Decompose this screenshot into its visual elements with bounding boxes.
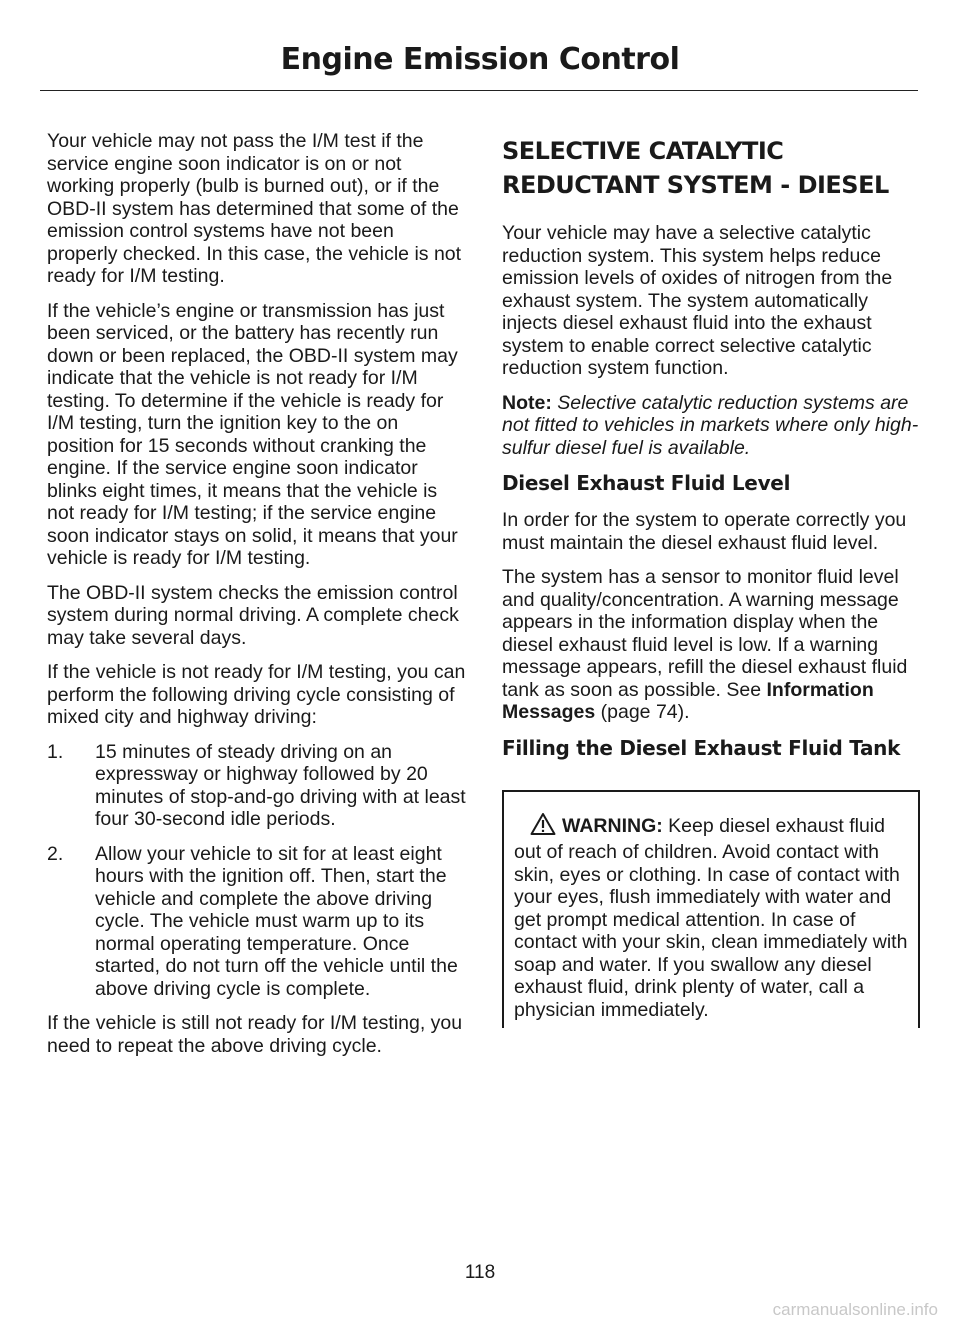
note-text: Selective catalytic reduction systems are not fitted to vehicles in markets where only high-sulfur diesel fuel is available.	[502, 391, 919, 459]
list-text: Allow your vehicle to sit for at least eight hours with the ignition off. Then, start the vehicle and complete the above driving cycle. The vehicle must warm up to its normal operating temperature. Once started, do not turn off the vehicle until the above driving cycle is complete.	[95, 842, 458, 1000]
note	[502, 392, 920, 460]
text: (page 74).	[595, 701, 690, 723]
list-number: 2.	[47, 842, 64, 865]
list-item	[47, 741, 467, 831]
subheading-filling-tank: Filling the Diesel Exhaust Fluid Tank	[502, 735, 901, 760]
list-number: 1.	[47, 740, 64, 763]
paragraph: The OBD-II system checks the emission control system during normal driving. A complete check may take several days.	[47, 581, 459, 649]
page-number: 118	[464, 1262, 496, 1283]
list-item	[47, 843, 467, 1001]
warning-triangle-icon	[530, 812, 556, 842]
cross-reference-link[interactable]: Information Messages	[502, 678, 874, 723]
paragraph: If the vehicle’s engine or transmission has just been serviced, or the battery has recently run down or been replaced, the OBD-II system may indicate that the vehicle is not ready for I/M testing. To determine if the vehicle is ready for I/M testing, turn the ignition key to the on position for 15 seconds without cranking the engine. If the service engine soon indicator blinks eight times, it means that the vehicle is not ready for I/M testing; if the service engine soon indicator stays on solid, it means that your vehicle is ready for I/M testing.	[47, 299, 458, 569]
driving-cycle-list	[47, 741, 467, 1001]
paragraph: If the vehicle is not ready for I/M testing, you can perform the following driving cycle consisting of mixed city and highway driving:	[47, 661, 466, 728]
page-title: Engine Emission Control	[280, 42, 680, 77]
paragraph: Your vehicle may have a selective catalytic reduction system. This system helps reduce emission levels of oxides of nitrogen from the exhaust system. The system automatically injects diesel exhaust fluid into the exhaust system to enable correct selective catalytic reduction system function.	[502, 222, 893, 379]
warning-label: WARNING:	[562, 814, 663, 837]
text: The system has a sensor to monitor fluid level and quality/concentration. A warning message appears in the information display when the diesel exhaust fluid level is low. If a warning message appears, refill the diesel exhaust fluid tank as soon as possible. See	[502, 566, 908, 701]
paragraph: If the vehicle is still not ready for I/M testing, you need to repeat the above driving cycle.	[47, 1012, 463, 1057]
left-column	[47, 130, 467, 1069]
paragraph: Your vehicle may not pass the I/M test if the service engine soon indicator is on or not working properly (bulb is burned out), or if the OBD-II system has determined that some of the emission control systems have not been properly checked. In this case, the vehicle is not ready for I/M testing.	[47, 130, 462, 287]
right-column	[502, 130, 920, 1028]
watermark: carmanualsonline.info	[772, 1300, 938, 1319]
note-label: Note:	[502, 391, 552, 414]
subheading-fluid-level: Diesel Exhaust Fluid Level	[502, 471, 791, 495]
paragraph	[502, 566, 920, 724]
header-divider	[40, 90, 918, 91]
section-heading	[502, 134, 920, 202]
list-text: 15 minutes of steady driving on an expressway or highway followed by 20 minutes of stop-and-go driving with at least four 30-second idle periods.	[95, 740, 466, 830]
section-heading-line: SELECTIVE CATALYTIC	[502, 137, 784, 165]
section-heading-line: REDUCTANT SYSTEM - DIESEL	[502, 171, 889, 199]
paragraph: In order for the system to operate correctly you must maintain the diesel exhaust fluid level.	[502, 509, 907, 554]
warning-text: Keep diesel exhaust fluid out of reach of children. Avoid contact with skin, eyes or clothing. In case of contact with your eyes, flush immediately with water and get prompt medical attention. In case of contact with your skin, clean immediately with soap and water. If you swallow any diesel exhaust fluid, drink plenty of water, call a physician immediately.	[514, 814, 908, 1021]
warning-box	[502, 790, 920, 1028]
